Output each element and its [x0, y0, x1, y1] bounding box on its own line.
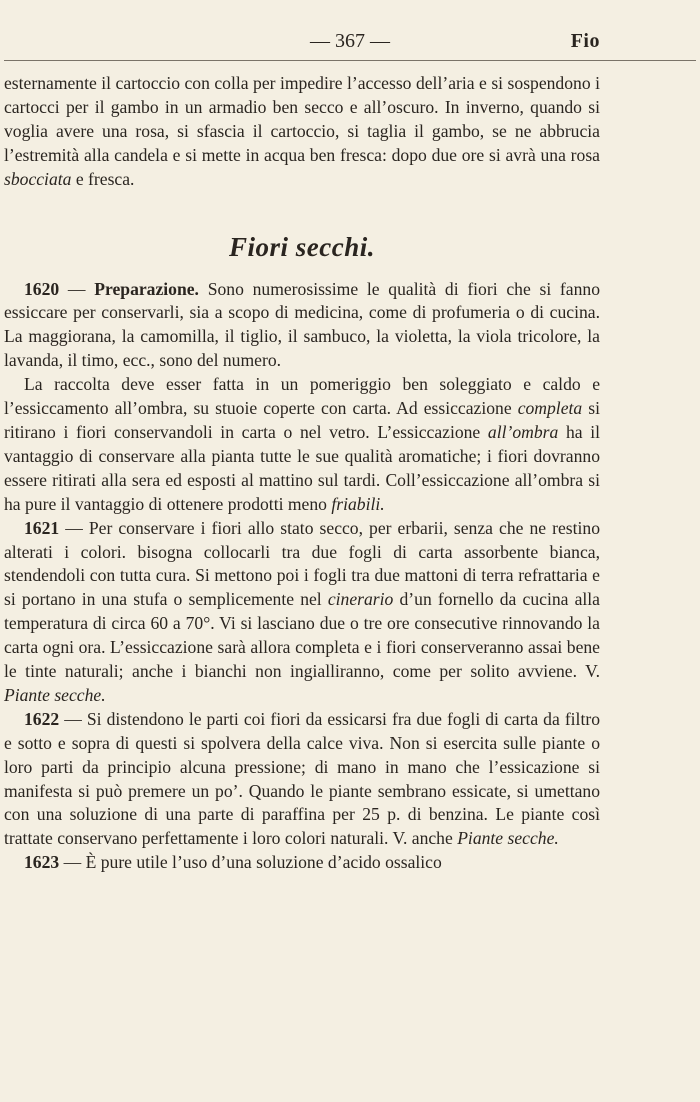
paragraph-1622: 1622 — Si distendono le parti coi fiori da essicarsi fra due fogli di carta da filtro e sotto e sopra di questi si spolvera della calce viva. Non si esercita sulle piante o loro parti da principio alcuna pressione; di mano in mano che l’essicazione si manifesta si può premere un po’. Quando le piante sembrano essicate, si umettano con una soluzione di una parte di paraffina per 25 p. di benzina. Le piante così trattate conservano perfettamente i loro colori naturali. V. anche Piante secche.	[4, 708, 600, 849]
body-text	[4, 72, 600, 875]
paragraph-1623: 1623 — È pure utile l’uso d’una soluzione d’acido ossalico	[24, 852, 442, 873]
emphasis: completa	[517, 398, 583, 419]
paragraph-continued: esternamente il cartoccio con colla per impedire l’accesso dell’aria e si sospendono i cartocci per il gambo in un armadio ben secco e all’oscuro. In inverno, quando si voglia avere una rosa, si sfascia il cartoccio, si taglia il gambo, se ne abbrucia l’estremità alla candela e si mette in acqua ben fresca: dopo due ore si avrà una rosa sbocciata e fresca.	[4, 73, 600, 189]
emphasis: Piante secche.	[457, 828, 559, 849]
page-number: — 367 —	[310, 30, 390, 52]
emphasis: sbocciata	[4, 168, 72, 189]
header-rule	[4, 60, 696, 61]
section-title: Fiori secchi.	[229, 231, 375, 262]
paragraph-1621: 1621 — Per conservare i fiori allo stato secco, per erbarii, senza che ne restino alterati i colori. bisogna collocarli tra due fogli di carta assorbente bianca, stendendoli con tutta cura. Si mettono poi i fogli tra due mattoni di terra refrattaria e si portano in una stufa o semplicemente nel cinerario d’un fornello da cucina alla temperatura di circa 60 a 70°. Vi si lasciano due o tre ore consecutive rinnovando la carta ogni ora. L’essiccazione sarà allora completa e i fiori conserveranno assai bene le tinte naturali; anche i bianchi non ingialliranno, come per solito avviene. V. Piante secche.	[4, 517, 600, 705]
paragraph-1620: 1620 — Preparazione. Sono numerosissime le qualità di fiori che si fanno essiccare per conservarli, sia a scopo di medicina, come di profumeria o di cucina. La maggiorana, la camomilla, il tiglio, il sambuco, la violetta, la viola tricolore, la lavanda, il timo, ecc., sono del numero.	[4, 278, 600, 371]
paragraph-1620-continued: La raccolta deve esser fatta in un pomeriggio ben soleggiato e caldo e l’essiccamento all’ombra, su stuoie coperte con carta. Ad essiccazione completa si ritirano i fiori conservandoli in carta o nel vetro. L’essiccazione all’ombra ha il vantaggio di conservare alla pianta tutte le sue qualità aromatiche; i fiori dovranno essere ritirati alla sera ed esposti al mattino sul tardi. Coll’essiccazione all’ombra si ha pure il vantaggio di ottenere prodotti meno friabili.	[4, 374, 600, 514]
emphasis: Piante secche.	[4, 684, 106, 705]
paragraph-lead: Preparazione.	[94, 278, 199, 299]
emphasis: all’ombra	[487, 421, 559, 442]
paragraph-number: 1622	[24, 708, 60, 729]
paragraph-number: 1621	[24, 517, 60, 538]
page-header	[4, 30, 696, 56]
paragraph-number: 1623	[24, 852, 60, 873]
emphasis: friabili.	[331, 493, 385, 514]
emphasis: cinerario	[327, 589, 394, 610]
running-head: Fio	[570, 30, 600, 52]
paragraph-number: 1620	[24, 278, 60, 299]
